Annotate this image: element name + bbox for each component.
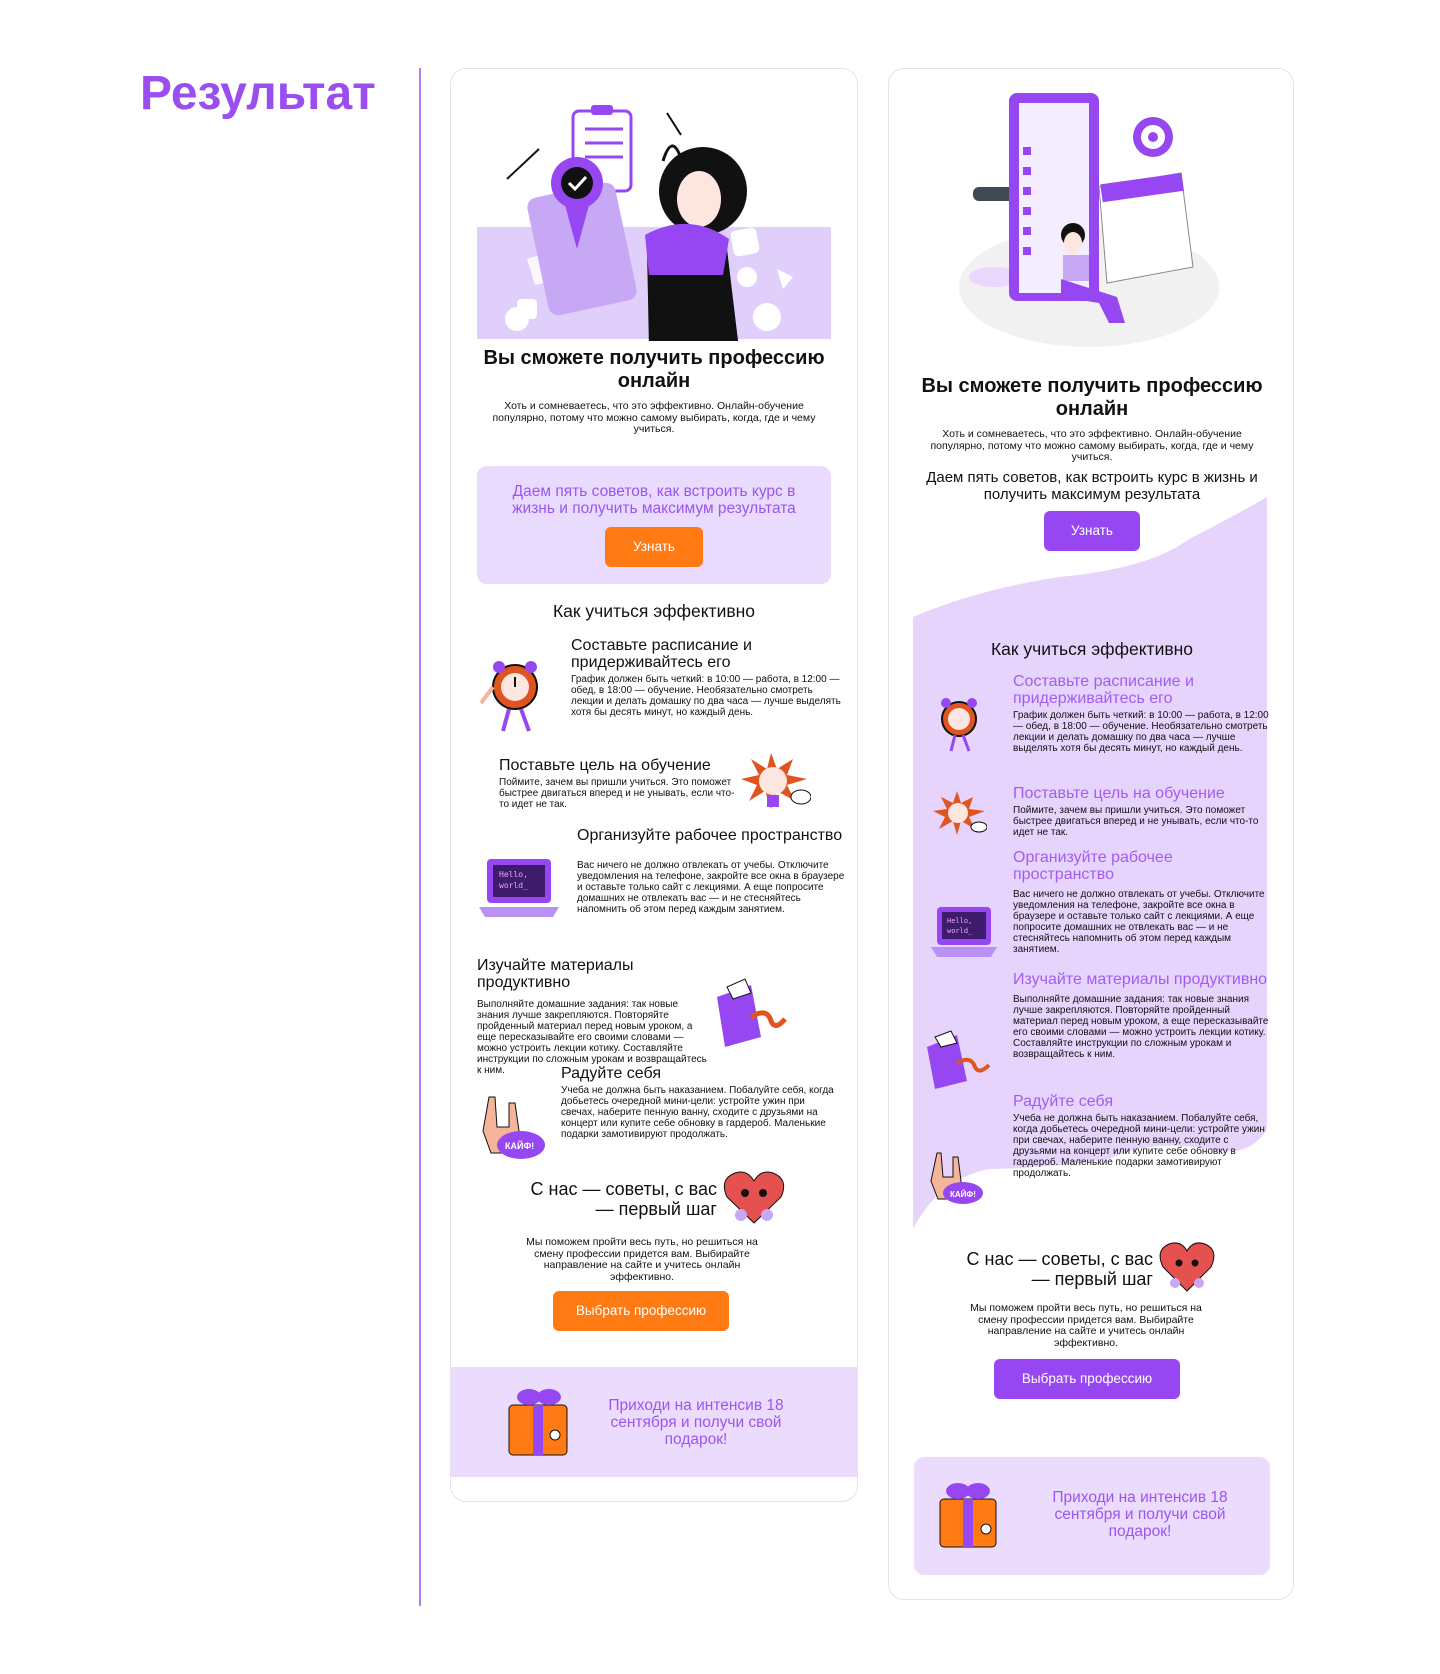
closing-title: С нас — советы, с вас — первый шаг xyxy=(530,1179,717,1219)
tip-study xyxy=(1013,971,1273,1060)
lightbulb-icon xyxy=(741,751,811,815)
tip-text: Учеба не должна быть наказанием. Побалуйте себя, когда добьетесь очередной мини-цели: устройте ужин при свечах, наберите пенную ванну, сходите с друзьями на концерт или купите себе обновку в гардероб. Маленькие подарки замотивируют продолжать. xyxy=(1013,1113,1265,1179)
heart-icon xyxy=(721,1167,787,1229)
tip-workspace xyxy=(1013,849,1273,955)
learn-button[interactable]: Узнать xyxy=(1044,511,1140,551)
headline: Вы сможете получить профессию онлайн xyxy=(483,347,825,392)
gift-box-icon xyxy=(930,1473,1010,1555)
lightbulb-icon xyxy=(933,791,987,839)
tip-text: Выполняйте домашние задания: так новые знания лучше закрепляются. Повторяйте пройденный материал перед новым уроком, а еще пересказывайте его своими словами — можно устроить лекции котику. Составляйте инструкции по сложным урокам и возвращайтесь к ним. xyxy=(477,999,707,1076)
heart-icon xyxy=(1157,1239,1217,1297)
footer-banner xyxy=(451,1367,857,1477)
tip-title: Изучайте материалы продуктивно xyxy=(1013,971,1268,988)
laptop-icon xyxy=(477,857,561,921)
learn-button[interactable]: Узнать xyxy=(605,527,703,567)
tip-reward xyxy=(561,1065,841,1140)
closing-title: С нас — советы, с вас — первый шаг xyxy=(966,1249,1153,1289)
svg-text:world_: world_ xyxy=(499,881,528,890)
tip-title: Составьте расписание и придерживайтесь его xyxy=(1013,673,1194,707)
tip-title: Радуйте себя xyxy=(1013,1093,1113,1110)
tip-title: Изучайте материалы продуктивно xyxy=(477,957,634,991)
tip-title: Поставьте цель на обучение xyxy=(499,757,711,774)
footer-text: Приходи на интенсив 18 сентября и получи свой подарок! xyxy=(1052,1489,1228,1540)
tip-title: Организуйте рабочее пространство xyxy=(577,827,843,844)
tip-text: Выполняйте домашние задания: так новые знания лучше закрепляются. Повторяйте пройденный материал перед новым уроком, а еще пересказывайте его своими словами — можно устроить лекции котику. Составляйте инструкции по сложным урокам и возвращайтесь к ним. xyxy=(1013,994,1269,1060)
closing-text: Мы поможем пройти весь путь, но решиться на смену профессии придется вам. Выбирайте направление на сайте и учитесь онлайн эффективно. xyxy=(970,1302,1202,1349)
closing-text: Мы поможем пройти весь путь, но решиться на смену профессии придется вам. Выбирайте направление на сайте и учитесь онлайн эффективно. xyxy=(526,1236,758,1283)
footer-text: Приходи на интенсив 18 сентября и получи свой подарок! xyxy=(608,1397,784,1448)
svg-text:world_: world_ xyxy=(947,927,973,935)
offer-box xyxy=(477,466,831,584)
tip-schedule xyxy=(1013,673,1273,754)
hero-illustration-planner-icon xyxy=(949,87,1235,355)
tip-text: Поймите, зачем вы пришли учиться. Это поможет быстрее двигаться вперед и не унывать, если что-то идет не так. xyxy=(499,777,735,810)
hero-illustration-woman-icon xyxy=(477,99,831,341)
laptop-icon xyxy=(929,905,999,959)
tip-study xyxy=(477,957,707,1076)
book-icon xyxy=(923,1029,993,1091)
book-icon xyxy=(711,977,787,1049)
intro-text: Хоть и сомневаетесь, что это эффективно. Онлайн-обучение популярно, потому что можно самому выбирать, когда, где и чему учиться. xyxy=(492,400,816,435)
section-title: Как учиться эффективно xyxy=(990,639,1194,659)
choose-profession-button[interactable]: Выбрать профессию xyxy=(553,1291,729,1331)
tip-goal xyxy=(1013,785,1273,838)
email-variant-orange xyxy=(450,68,858,1502)
headline: Вы сможете получить профессию онлайн xyxy=(921,375,1263,420)
tip-title: Радуйте себя xyxy=(561,1065,661,1082)
tip-text: Вас ничего не должно отвлекать от учебы. Отключите уведомления на телефоне, закройте все окна в браузере и оставьте только сайт с лекциями. А еще попросите домашних не отвлекать вас — и не стесняйтесь напомнить об этом перед каждым занятием. xyxy=(1013,889,1265,955)
tip-title: Составьте расписание и придерживайтесь его xyxy=(571,637,752,671)
divider xyxy=(419,68,421,1606)
tip-text: График должен быть четкий: в 10:00 — работа, в 12:00 — обед, в 18:00 — обучение. Необязательно смотреть лекции и делать домашку по два часа — лучше выделять хотя бы десять минут, но каждый день. xyxy=(1013,710,1269,754)
tip-text: Учеба не должна быть наказанием. Побалуйте себя, когда добьетесь очередной мини-цели: устройте ужин при свечах, наберите пенную ванну, сходите с друзьями на концерт или купите себе обновку в гардероб. Маленькие подарки замотивируют продолжать. xyxy=(561,1085,834,1140)
email-variant-purple xyxy=(888,68,1294,1600)
sticker-kayf: КАЙФ! xyxy=(505,1141,535,1151)
tip-schedule xyxy=(571,637,841,718)
tip-workspace xyxy=(577,827,847,915)
tip-text: Вас ничего не должно отвлекать от учебы. Отключите уведомления на телефоне, закройте все окна в браузере и оставьте только сайт с лекциями. А еще попросите домашних не отвлекать вас — и не стесняйтесь напомнить об этом перед каждым занятием. xyxy=(577,860,845,915)
sticker-kayf: КАЙФ! xyxy=(950,1190,976,1199)
tip-reward xyxy=(1013,1093,1273,1179)
choose-profession-button[interactable]: Выбрать профессию xyxy=(994,1359,1180,1399)
offer-text: Даем пять советов, как встроить курс в жизнь и получить максимум результата xyxy=(926,469,1258,503)
gift-box-icon xyxy=(499,1379,581,1461)
tip-title: Организуйте рабочее пространство xyxy=(1013,849,1173,883)
tip-goal xyxy=(499,757,739,810)
alarm-clock-icon xyxy=(933,689,985,753)
tip-text: График должен быть четкий: в 10:00 — работа, в 12:00 — обед, в 18:00 — обучение. Необязательно смотреть лекции и делать домашку по два часа — лучше выделять хотя бы десять минут, но каждый день. xyxy=(571,674,841,718)
rock-hand-icon xyxy=(925,1145,991,1211)
svg-text:Hello,: Hello, xyxy=(499,870,528,879)
footer-banner xyxy=(914,1457,1270,1575)
offer-text: Даем пять советов, как встроить курс в жизнь и получить максимум результата xyxy=(512,483,796,517)
section-title: Как учиться эффективно xyxy=(552,601,756,621)
page-title: Результат xyxy=(140,67,376,120)
tip-title: Поставьте цель на обучение xyxy=(1013,785,1225,802)
alarm-clock-icon xyxy=(479,647,549,733)
svg-text:Hello,: Hello, xyxy=(947,917,973,925)
rock-hand-icon xyxy=(475,1087,555,1167)
intro-text: Хоть и сомневаетесь, что это эффективно. Онлайн-обучение популярно, потому что можно самому выбирать, когда, где и чему учиться. xyxy=(930,428,1254,463)
tip-text: Поймите, зачем вы пришли учиться. Это поможет быстрее двигаться вперед и не унывать, если что-то идет не так. xyxy=(1013,805,1259,838)
